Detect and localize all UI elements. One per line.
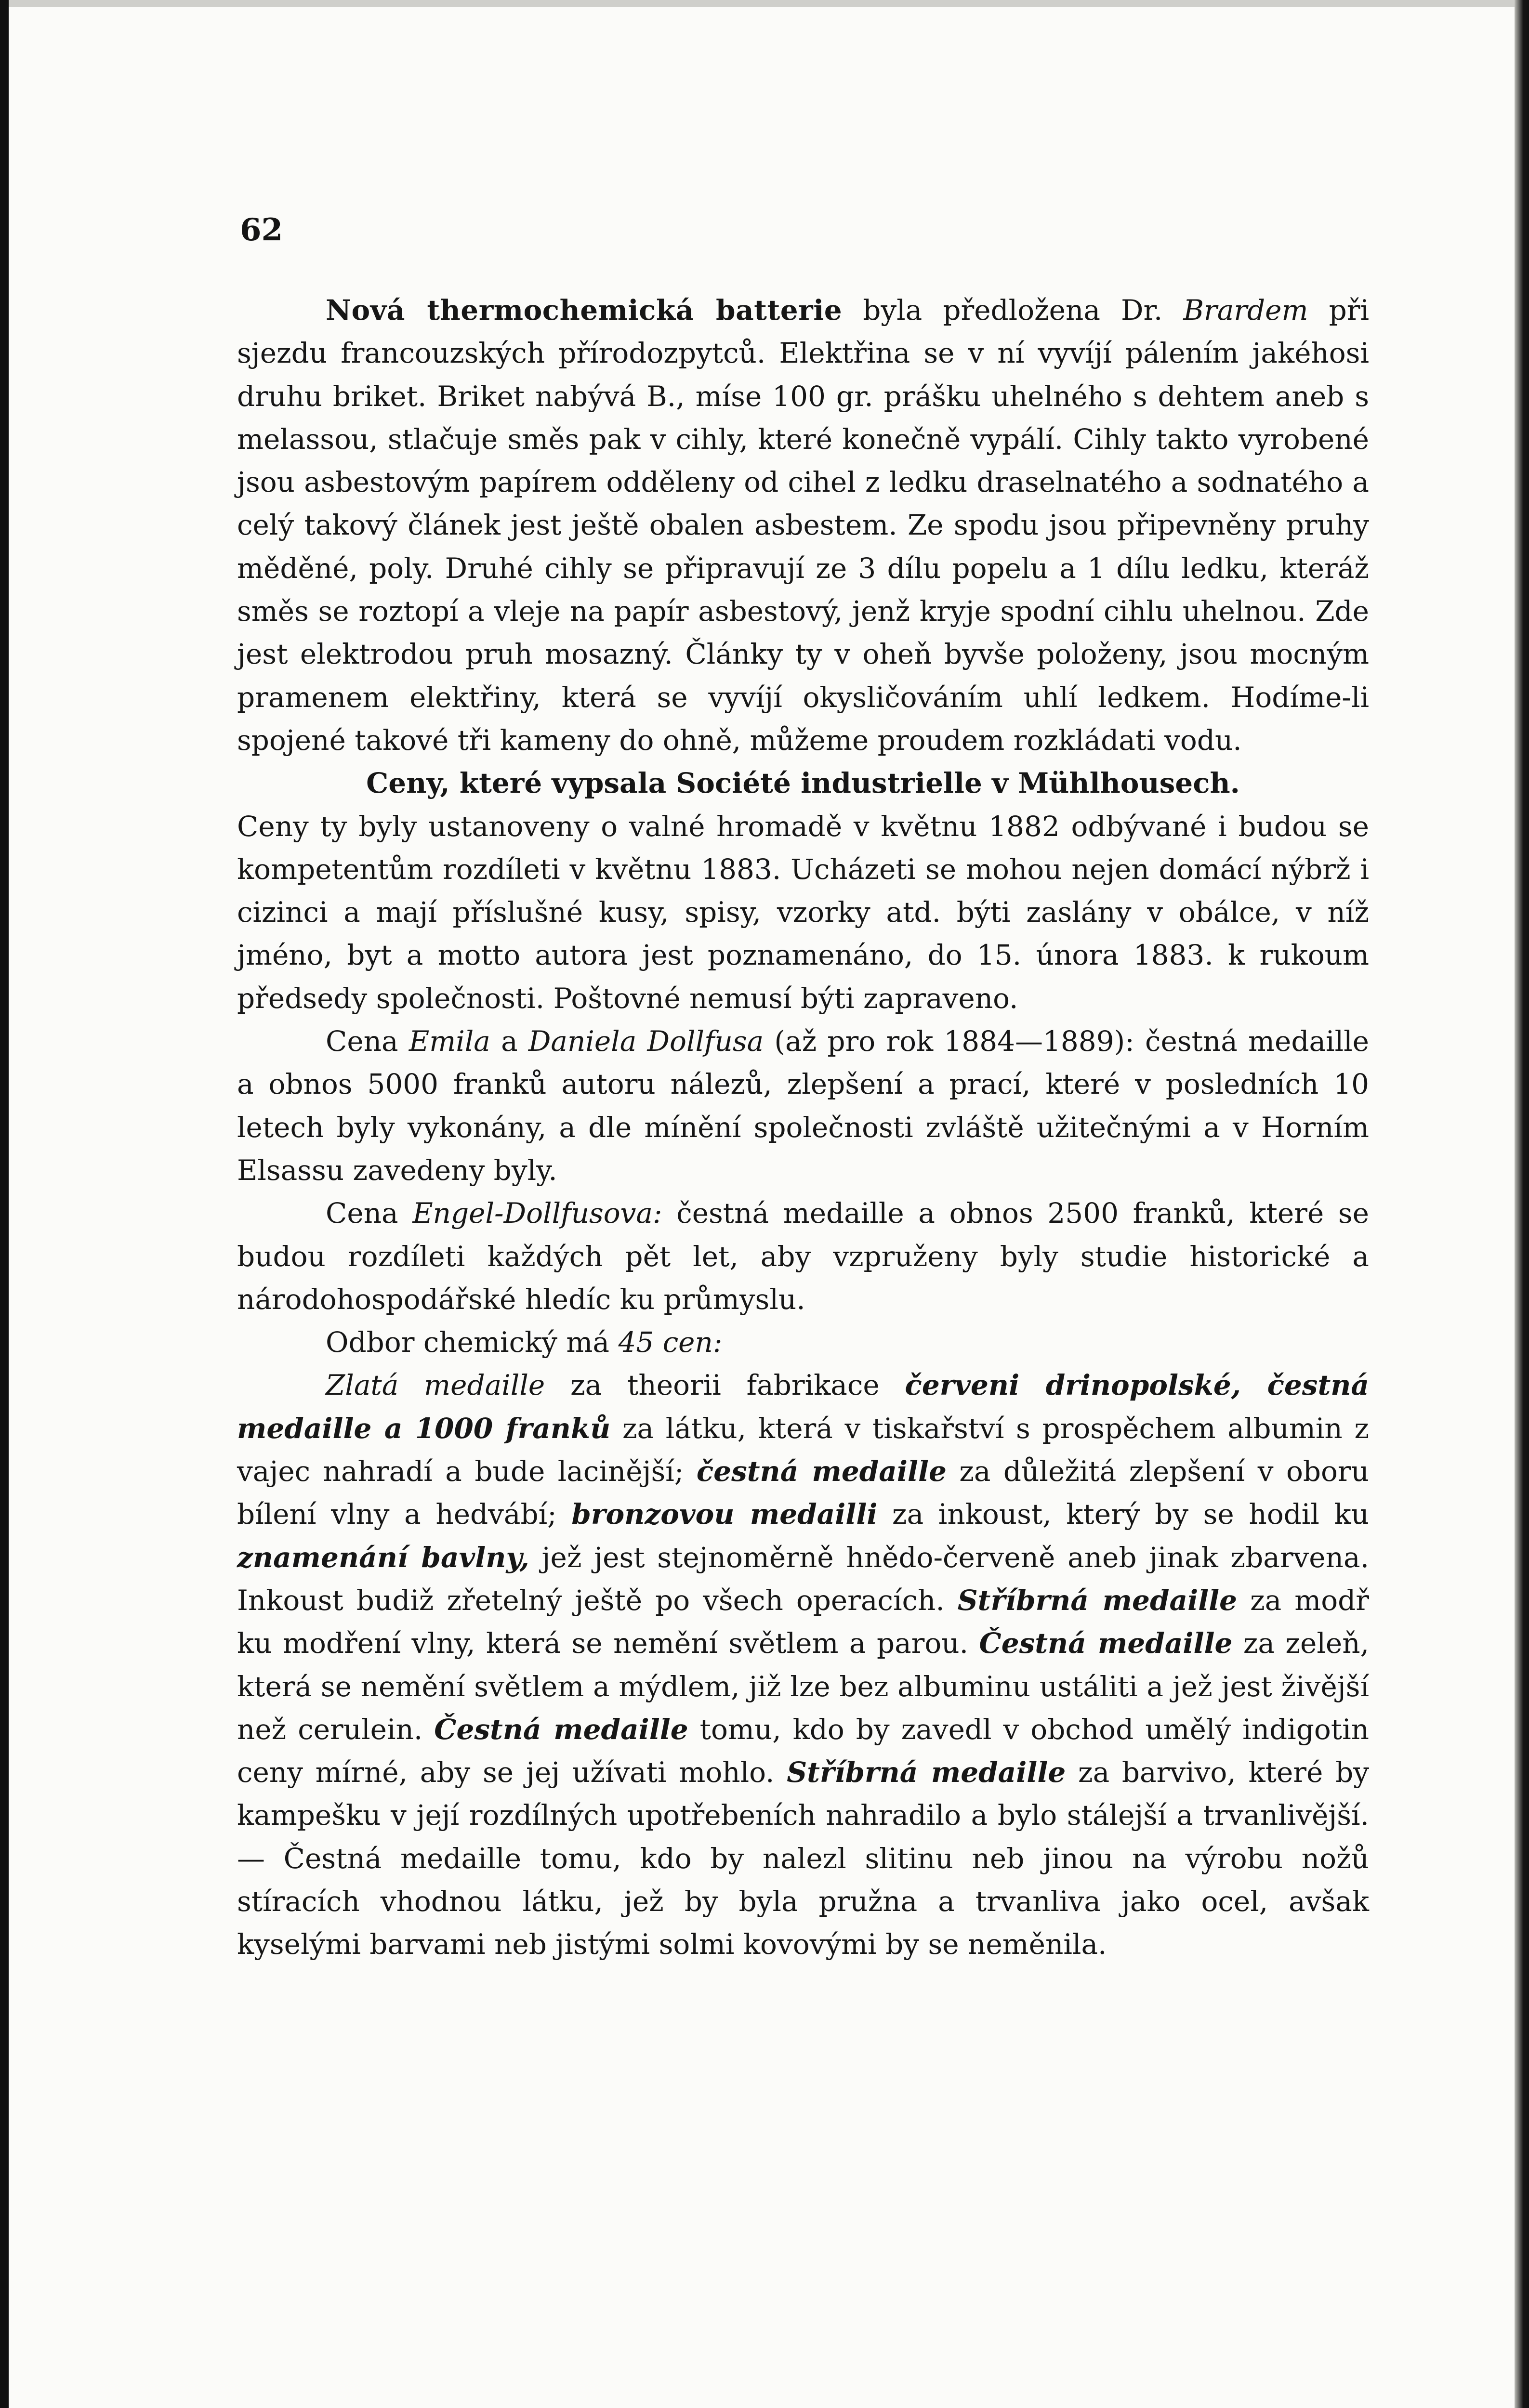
person-name: Engel-Dollfusova:: [412, 1197, 662, 1230]
scan-edge-top: [0, 0, 1529, 7]
text-run: Cena: [326, 1197, 413, 1230]
prize-name: Čestná medaille: [979, 1627, 1233, 1660]
prize-count: 45 cen:: [618, 1326, 723, 1359]
heading-prizes: Ceny, které vypsala Société industrielle v Mühlhousech.: [366, 767, 1240, 800]
prize-name: Stříbrná medaille: [787, 1756, 1066, 1789]
text-run: tomu, kdo by zavedl v obchod umělý indigotin ceny mírné, aby se jej užívati mohlo.: [237, 1713, 1369, 1789]
text-run: za theorii fabrikace: [545, 1369, 905, 1402]
text-run: a: [490, 1025, 528, 1058]
text-run: při sjezdu francouzských přírodozpytců. Elektřina se v ní vyvíjí pálením jakéhosi druhu briket. Briket nabývá B., míse 100 gr. prášku uhelného s dehtem aneb s melassou, stlačuje směs pak v cihly, které konečně vypálí. Cihly takto vyrobené jsou asbestovým papírem odděleny od cihel z ledku draselnatého a sodnatého a celý takový článek jest ještě obalen asbestem. Ze spodu jsou připevněny pruhy měděné, poly. Druhé cihly se připravují ze 3 dílu popelu a 1 dílu ledku, kteráž směs se roztopí a vleje na papír asbestový, jenž kryje spodní cihlu uhelnou. Zde jest elektrodou pruh mosazný. Články ty v oheň byvše položeny, jsou mocným pramenem elektřiny, která se vyvíjí okysličováním uhlí ledkem. Hodíme-li spojené takové tři kameny do ohně, můžeme proudem rozkládati vodu.: [237, 294, 1370, 757]
text-run: Odbor chemický má: [326, 1326, 619, 1359]
paragraph-engel-dollfus-prize: [237, 1192, 1369, 1321]
paragraph-chemical-section: [237, 1321, 1369, 1364]
scan-edge-left: [0, 0, 9, 2408]
text-run: za důležitá zlepšení v oboru bílení vlny a hedvábí;: [237, 1455, 1369, 1531]
prize-name: čestná medaille: [696, 1455, 947, 1488]
person-name: Emila: [409, 1025, 490, 1058]
person-name: Brardem: [1183, 294, 1308, 327]
scan-edge-right: [1515, 0, 1529, 2408]
heading-thermochemical-battery: Nová thermochemická batterie: [326, 294, 843, 327]
text-run: čestná medaille a obnos 2500 franků, které se budou rozdíleti každých pět let, aby vzpruženy byly studie historické a národohospodářské hledíc ku průmyslu.: [237, 1197, 1369, 1316]
paragraph-thermochemical-battery: [237, 289, 1369, 762]
text-run: za látku, která v tiskařství s prospěchem albumin z vajec nahradí a bude lacinější;: [237, 1412, 1370, 1488]
prize-name: Stříbrná medaille: [957, 1584, 1238, 1617]
text-run: za modř ku modření vlny, která se nemění světlem a parou.: [237, 1584, 1369, 1660]
paragraph-prizes-intro: Ceny ty byly ustanoveny o valné hromadě v květnu 1882 odbývané i budou se kompetentům rozdíleti v květnu 1883. Ucházeti se mohou nejen domácí nýbrž i cizinci a mají příslušné kusy, spisy, vzorky atd. býti zaslány v obálce, v níž jméno, byt a motto autora jest poznamenáno, do 15. února 1883. k rukoum předsedy společnosti. Poštovné nemusí býti zapraveno.: [237, 810, 1369, 1015]
text-run: jež jest stejnoměrně hnědo-červeně aneb jinak zbarvena. Inkoust budiž zřetelný ještě po všech operacích.: [237, 1541, 1369, 1617]
text-run: Cena: [326, 1025, 409, 1058]
paragraph-chemical-prizes: [237, 1364, 1369, 1966]
text-run: za zeleň, která se nemění světlem a mýdlem, již lze bez albuminu ustáliti a jež jest živější než cerulein.: [237, 1627, 1370, 1746]
text-run: byla předložena Dr.: [842, 294, 1184, 327]
page-number: 62: [240, 212, 283, 248]
paragraph-dollfus-prize: [237, 1020, 1369, 1192]
prize-name: bronzovou medailli: [571, 1498, 878, 1531]
prize-name: červeni drinopolské, čestná medaille a 1000 franků: [237, 1369, 1369, 1445]
prize-name: Zlatá medaille: [326, 1369, 545, 1402]
person-name: Daniela Dollfusa: [528, 1025, 764, 1058]
text-run: za inkoust, který by se hodil ku: [877, 1498, 1370, 1531]
prize-name: Čestná medaille: [434, 1713, 688, 1746]
text-run: (až pro rok 1884—1889): čestná medaille a obnos 5000 franků autoru nálezů, zlepšení a prací, které v posledních 10 letech byly vykonány, a dle mínění společnosti zvláště užitečnými a v Horním Elsassu zavedeny byly.: [237, 1025, 1370, 1187]
body-text: [237, 289, 1369, 1966]
text-run: za barvivo, které by kampešku v její rozdílných upotřebeních nahradilo a bylo stálejší a trvanlivější. — Čestná medaille tomu, kdo by nalezl slitinu neb jinou na výrobu nožů stíracích vhodnou látku, jež by byla pružna a trvanliva jako ocel, avšak kyselými barvami neb jistými solmi kovovými by se neměnila.: [237, 1756, 1369, 1961]
prize-name: znamenání bavlny,: [237, 1541, 529, 1574]
